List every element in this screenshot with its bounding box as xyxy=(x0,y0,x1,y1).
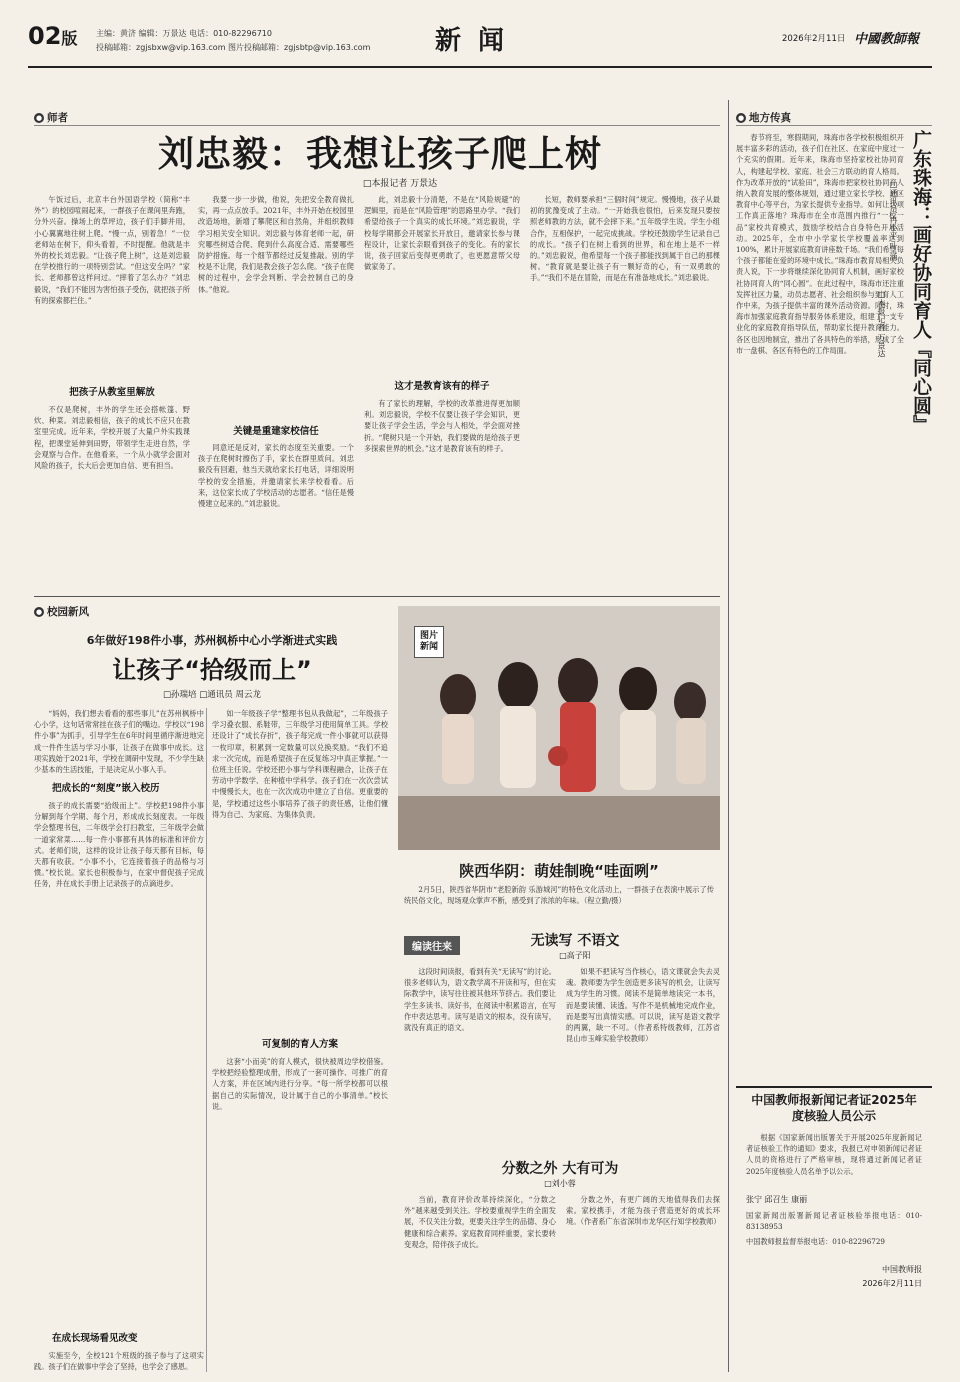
news-photo xyxy=(398,606,720,850)
tag-text: 师者 xyxy=(47,112,68,124)
campus-subhead-3: 可复制的育人方案 xyxy=(261,1039,338,1050)
photo-title: 陕西华阴：萌娃制晚“哇面咧” xyxy=(459,862,659,880)
para: 长短，教师要承担“三個时间”规定。慢慢地，孩子从最初的犹豫变成了主动。“一开始我也很怕，后来发现只要按照老师教的方法，就不会摔下来。”五年级学生说。学生小组合作，互相保护，一起完成挑战。学校还鼓励学生记录自己的成长。“孩子们在树上看到的世界，和在地上是不一样的。”刘忠毅说，他希望每一个孩子都能找到属于自己的那棵树。“教育就是要让孩子有一颗好奇的心，有一双勇敢的手。”“我们不是在冒险，而是在有准备地成长。”刘忠毅说。 xyxy=(530,195,720,283)
subhead-1: 把孩子从教室里解放 xyxy=(69,387,155,398)
para: “妈妈，我们想去看看的那些事儿”在苏州枫桥中心小学，这句话常常挂在孩子们的嘴边。学校以“198件小事”为抓手，引导学生在6年时间里循序渐进地完成一件件生活与学习小事，让孩子在做事中成长。这项实践始于2021年，学校在调研中发现，不少学生缺少基本的生活技能，于是决定从小事入手。 xyxy=(34,709,204,775)
masthead-logo: 中國教師報 xyxy=(854,32,920,47)
tag-text: 地方传真 xyxy=(749,112,791,124)
local-vertical-title: 广东珠海：画好协同育人『同心圆』 xyxy=(910,130,932,434)
column-col-4 xyxy=(566,1194,720,1374)
section-tag-teacher xyxy=(34,110,68,125)
header-date: 2026年2月11日 xyxy=(782,34,846,44)
notice-body xyxy=(746,1132,922,1190)
para: 孩子的成长需要“拾级而上”。学校把198件小事分解到每个学期、每个月，形成成长刻度表。一年级学会整理书包，二年级学会打扫教室，三年级学会做一道家常菜……每一件小事都有具体的标准和评价方式。老师们说，这样的设计让孩子每天都有目标，每天都有收获。“小事不小，它连接着孩子的品格与习惯。”校长说。家长也积极参与，在家中督促孩子完成任务，并在成长手册上记录孩子的点滴进步。 xyxy=(34,801,204,889)
para: 我要一步一步做，他说，先把安全教育做扎实，再一点点放手。2021年，丰外开始在校园里改造场地，新增了攀爬区和自然角，并组织教师学习相关安全知识。刘忠毅与体育老师一起，研究哪些树适合爬、爬到什么高度合适、需要哪些防护措施。每一个细节都经过反复推敲。别的学校是不让爬，我们是教会孩子怎么爬。“孩子在爬树的过程中，会学会判断、学会控制自己的身体。”他说。 xyxy=(198,195,354,294)
campus-subhead-1: 把成长的“刻度”嵌入校历 xyxy=(52,783,160,794)
campus-col-1b xyxy=(34,800,204,1228)
main-col-2b xyxy=(198,442,354,584)
para: 实施至今，全校121个班级的孩子参与了这项实践。孩子们在做事中学会了坚持，也学会了感恩。 xyxy=(34,1351,204,1372)
notice-names: 张宁 邱召生 康丽 xyxy=(746,1195,808,1204)
para: 午饭过后，北京丰台外国语学校（简称“丰外”）的校园喧闹起来，一群孩子在课间里奔跑，分外兴奋。操场上的草坪边，孩子们手脚并用，小心翼翼地往树上爬。“慢一点，别着急！”一位老师站在树下，仰头看着，不时提醒。他就是丰外的校长刘忠毅。“让孩子爬上树”，这是刘忠毅在学校推行的一项特别尝试。“但这安全吗？”家长、老师都曾这样问过。“摔着了怎么办？”刘忠毅说，“我们不能因为害怕孩子受伤，就把孩子所有的探索都拦住。” xyxy=(34,195,190,305)
column-title: 无读写 不语文 xyxy=(530,933,620,949)
local-vertical-byline-1: □通讯员 冉小平 叶 涵 xyxy=(889,180,898,261)
photo-badge: 图片新闻 xyxy=(414,626,444,658)
main-col-3 xyxy=(364,194,520,366)
tag-rule-right xyxy=(736,125,932,126)
campus-col-1 xyxy=(34,708,204,775)
section-title: 新 闻 xyxy=(435,26,509,56)
section-tag-local xyxy=(736,110,791,125)
section-tag-campus xyxy=(34,604,89,619)
main-col-1 xyxy=(34,194,190,372)
para: 根据《国家新闻出版署关于开展2025年度新闻记者证核验工作的通知》要求，我报已对申领新闻记者证人员的资格进行了严格审核，现将通过新闻记者证2025年度核验人员名单予以公示。 xyxy=(746,1133,922,1176)
campus-col-1c xyxy=(34,1350,204,1374)
main-col-3b xyxy=(364,398,520,584)
para: 如一年级孩子学“整理书包从我做起”，二年级孩子学习叠衣服、系鞋带，三年级学习使用简单工具。学校还设计了“成长存折”，孩子每完成一件小事就可以获得一枚印章，积累到一定数量可以兑换奖励。“我们不追求一次完成，而是希望孩子在反复练习中真正掌握。”一位班主任说。学校还把小事与学科课程融合，让孩子在劳动中学数学、在种植中学科学。孩子们在一次次尝试中慢慢长大，也在一次次成功中建立了自信。更重要的是，学校通过这些小事培养了孩子的责任感，让他们懂得为自己、为家庭、为集体负责。 xyxy=(212,709,388,819)
page-num: 02 xyxy=(28,22,62,50)
para: 当前，教育评价改革持续深化，“分数之外”越来越受到关注。学校要重视学生的全面发展，不仅关注分数，更要关注学生的品德、身心健康和综合素养。家庭教育同样重要，家长要转变观念，陪伴孩子成长。 xyxy=(404,1195,556,1249)
circle-icon: ● xyxy=(737,114,745,122)
column-col-1 xyxy=(404,966,556,1148)
notice-title: 中国教师报新闻记者证2025年度核验人员公示 xyxy=(751,1093,917,1123)
main-col-2 xyxy=(198,194,354,412)
notice-phone-1: 国家新闻出版署新闻记者证核验举报电话：010-83138953 xyxy=(746,1211,922,1232)
local-vertical-byline-2: □本报记者 万景达 xyxy=(877,290,886,358)
column-byline-2: □刘小蓉 xyxy=(544,1179,576,1188)
photo-illustration xyxy=(398,606,720,850)
header-info-2: 投稿邮箱：zgjsbxw@vip.163.com 图片投稿邮箱：zgjsbtp@vip.163.com xyxy=(96,43,371,52)
column-divider xyxy=(206,708,207,1372)
para: 这套“小而美”的育人模式，很快被周边学校借鉴。学校把经验整理成册，形成了一套可操作、可推广的育人方案，并在区域内进行分享。“每一所学校都可以根据自己的实际情况，设计属于自己的小事清单。”校长说。 xyxy=(212,1057,388,1111)
main-col-1b xyxy=(34,404,190,584)
page-suffix: 版 xyxy=(61,29,78,48)
campus-subhead-2: 在成长现场看见改变 xyxy=(52,1333,138,1344)
notice-sign-date: 2026年2月11日 xyxy=(862,1279,922,1288)
page-number xyxy=(28,22,77,50)
main-col-4 xyxy=(530,194,720,584)
right-column-divider xyxy=(728,100,729,1372)
para: 有了家长的理解，学校的改革推进得更加顺利。刘忠毅说，学校不仅要让孩子学会知识，更要让孩子学会生活，学会与人相处，学会面对挫折。“爬树只是一个开始，我们要做的是给孩子更多探索世界的机会。”这才是教育该有的样子。 xyxy=(364,399,520,453)
para: 此，刘忠毅十分清楚，不是在“风险规避”的逻辑里，而是在“风险管理”的思路里办学。“我们希望给孩子一个真实的成长环境。”刘忠毅说，学校每学期都会开展家长开放日，邀请家长参与课程设计，让家长亲眼看到孩子的变化。有的家长说，孩子回家后变得更勇敢了，也更愿意帮父母做家务了。 xyxy=(364,195,520,272)
tag-text: 校园新风 xyxy=(47,606,89,618)
header-info-1: 主编：黄济 编辑：万景达 电话：010-82296710 xyxy=(96,29,272,38)
para: 2月5日，陕西省华阴市“老腔新韵 乐游城河”的特色文化活动上，一群孩子在表演中展示了传统民俗文化，现场观众掌声不断，感受到了浓浓的年味。（程立勤/摄） xyxy=(404,885,714,906)
campus-col-2b xyxy=(212,1056,388,1372)
para: 如果不把读写当作核心，语文课就会失去灵魂。教师要为学生创造更多读写的机会，让读写成为学生的习惯。阅读不是简单地读完一本书，而是要读懂、读透。写作不是机械地完成作业，而是要写出真情实感。可以说，读写是语文教学的两翼，缺一不可。（作者系特级教师，江苏省昆山市玉峰实验学校教师） xyxy=(566,967,720,1044)
campus-headline: 让孩子“拾级而上” xyxy=(112,656,312,684)
circle-icon: ● xyxy=(35,114,43,122)
para: 分数之外，有更广阔的天地值得我们去探索。家校携手，才能为孩子营造更好的成长环境。（作者系广东省深圳市龙华区行知学校教师） xyxy=(566,1195,721,1227)
para: 不仅是爬树，丰外的学生还会搭帐篷、野炊、种菜。刘忠毅相信，孩子的成长不应只在教室里完成。近年来，学校开展了大量户外实践课程，把课堂延伸到田野，带领学生走进自然，学会观察与合作。在他看来，一个从小就学会面对风险的孩子，长大后会更加自信、更有担当。 xyxy=(34,405,190,471)
campus-col-2 xyxy=(212,708,388,1024)
campus-pretitle: 6年做好198件小事，苏州枫桥中心小学渐进式实践 xyxy=(86,634,338,647)
para: 这段时间读报，看到有关“无读写”的讨论。很多老师认为，语文教学离不开读和写，但在实际教学中，读写往往被其他环节挤占。我们要让学生多读书、读好书，在阅读中积累语言，在写作中表达思考。读写是语文的根本，没有读写，就没有真正的语文。 xyxy=(404,967,556,1033)
para: 同意还是反对，家长的态度至关重要。一个孩子在爬树时擦伤了手，家长在群里质问。刘忠毅没有回避，他当天就给家长打电话，详细说明学校的安全措施，并邀请家长来学校看看。后来，这位家长成了学校活动的志愿者。“信任是慢慢建立起来的。”刘忠毅说。 xyxy=(198,443,354,509)
para: 春节将至，寒假期间，珠海市各学校积极组织开展丰富多彩的活动，孩子们在社区、在家庭中度过一个充实的假期。近年来，珠海市坚持家校社协同育人，构建起学校、家庭、社会三方联动的育人格局。作为改革开放的“试验田”，珠海市把家校社协同育人纳入教育发展的整体规划，通过建立家长学校、社区教育中心等平台，为家长提供专业指导。如何让这项工作真正落地？珠海市在全市范围内推行“一校一品”家校共育模式，鼓励学校结合自身特色开展活动。2025年，全市中小学家长学校覆盖率达到100%，累计开展家庭教育讲座数千场。“我们希望每个孩子都能在爱的环境中成长。”珠海市教育局相关负责人说，下一步将继续深化协同育人机制，画好家校社协同育人的“同心圆”。在此过程中，珠海市还注重发挥社区力量，动员志愿者、社会组织参与到育人工作中来，为孩子提供丰富的课外活动资源。同时，珠海市加强家庭教育指导服务体系建设，组建了一支专业化的家庭教育指导队伍，帮助家长提升教育能力。各区也因地制宜，推出了各具特色的举措，形成了全市一盘棋、各区有特色的工作局面。 xyxy=(736,133,904,355)
header-rule xyxy=(28,66,932,68)
subhead-3: 这才是教育该有的样子 xyxy=(394,381,490,392)
column-tag xyxy=(404,936,460,955)
notice-sign: 中国教师报 xyxy=(882,1265,922,1274)
notice-phone-2: 中国教师报监督举报电话：010-82296729 xyxy=(746,1237,885,1246)
column-col-3 xyxy=(404,1194,556,1374)
column-title-2: 分数之外 大有可为 xyxy=(501,1161,619,1177)
mid-rule xyxy=(34,596,720,597)
tag-text: 编读往来 xyxy=(412,942,452,953)
main-byline: □本报记者 万景达 xyxy=(362,179,438,189)
column-col-2 xyxy=(566,966,720,1148)
campus-byline: □孙瑞培 □通讯员 周云龙 xyxy=(163,690,261,700)
subhead-2: 关键是重建家校信任 xyxy=(233,426,319,437)
main-headline: 刘忠毅：我想让孩子爬上树 xyxy=(157,134,602,175)
photo-caption xyxy=(404,884,714,928)
circle-icon: ● xyxy=(35,608,43,616)
column-byline: □高子阳 xyxy=(559,951,591,960)
